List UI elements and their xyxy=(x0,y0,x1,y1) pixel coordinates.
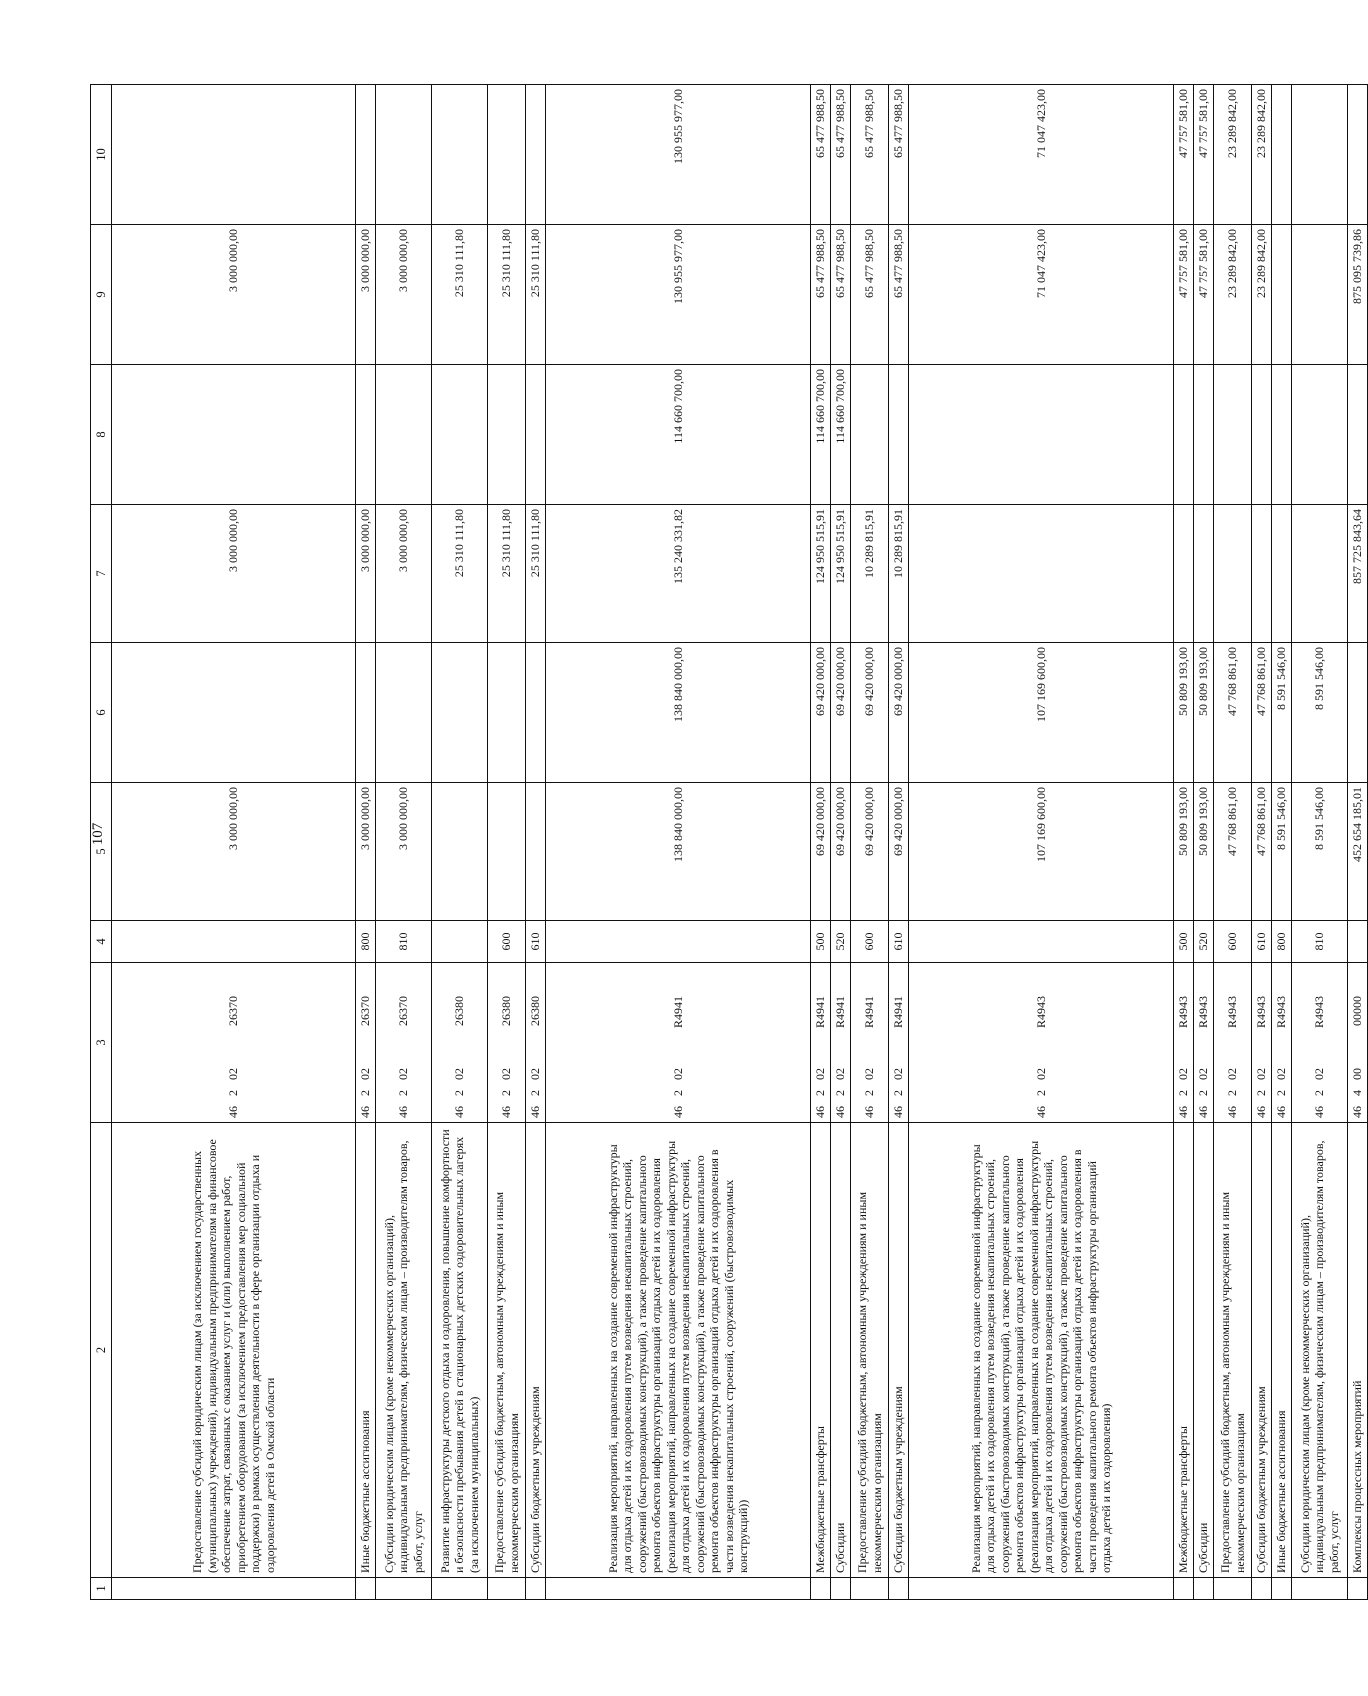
amount-c6: 69 420 000,00 xyxy=(831,643,851,783)
amount-c6: 69 420 000,00 xyxy=(889,643,909,783)
amount-c10: 47 757 581,00 xyxy=(1194,85,1214,225)
amount-c8: 114 660 700,00 xyxy=(831,365,851,505)
amount-c9: 3 000 000,00 xyxy=(356,225,376,365)
header-cell-3: 3 xyxy=(91,963,112,1123)
amount-c5: 8 591 546,00 xyxy=(1292,783,1348,921)
amount-c7 xyxy=(1174,505,1194,643)
cell-col-1 xyxy=(1272,1578,1292,1600)
code-part-4: R4943 xyxy=(1196,996,1211,1029)
code-part-4: R4943 xyxy=(1274,996,1289,1029)
amount-c5 xyxy=(432,783,488,921)
cell-col-1 xyxy=(811,1578,831,1600)
amount-c9: 47 757 581,00 xyxy=(1194,225,1214,365)
row-description: Субсидии бюджетным учреждениям xyxy=(1252,1123,1272,1578)
code-part-4: R4943 xyxy=(1312,996,1327,1029)
expense-type-code xyxy=(546,921,811,963)
amount-c10: 65 477 988,50 xyxy=(889,85,909,225)
cell-col-1 xyxy=(376,1578,432,1600)
code-part-4: R4941 xyxy=(891,996,906,1029)
amount-c9: 23 289 842,00 xyxy=(1252,225,1272,365)
cell-col-1 xyxy=(1174,1578,1194,1600)
row-description: Комплексы процессных мероприятий xyxy=(1348,1123,1368,1578)
table-row xyxy=(1214,85,1252,1600)
cell-col-1 xyxy=(488,1578,526,1600)
code-part-1: 46 xyxy=(1033,1106,1048,1118)
code-part-2: 2 xyxy=(358,1090,373,1096)
expense-type-code: 600 xyxy=(851,921,889,963)
amount-c10: 47 757 581,00 xyxy=(1174,85,1194,225)
amount-c6 xyxy=(488,643,526,783)
amount-c9: 47 757 581,00 xyxy=(1174,225,1194,365)
amount-c6 xyxy=(376,643,432,783)
budget-code xyxy=(909,963,1174,1123)
amount-c6: 107 169 600,00 xyxy=(909,643,1174,783)
budget-table xyxy=(90,84,1368,1600)
amount-c9: 23 289 842,00 xyxy=(1214,225,1252,365)
row-description: Развитие инфраструктуры детского отдыха и оздоровления, повышение комфортности и безопасности пребывания детей в стационарных детских оздоровительных лагерях (за исключением муниципальных) xyxy=(432,1123,488,1578)
table-row xyxy=(1174,85,1194,1600)
table-row xyxy=(432,85,488,1600)
code-part-2: 2 xyxy=(1225,1090,1240,1096)
amount-c7 xyxy=(1214,505,1252,643)
amount-c5: 3 000 000,00 xyxy=(376,783,432,921)
header-cell-1: 1 xyxy=(91,1578,112,1600)
amount-c7: 3 000 000,00 xyxy=(356,505,376,643)
expense-type-code xyxy=(909,921,1174,963)
table-row xyxy=(831,85,851,1600)
code-part-4: 26380 xyxy=(499,996,514,1026)
amount-c10 xyxy=(1348,85,1368,225)
row-description: Предоставление субсидий бюджетным, автономным учреждениям и иным некоммерческим организациям xyxy=(488,1123,526,1578)
amount-c8 xyxy=(1214,365,1252,505)
amount-c9: 65 477 988,50 xyxy=(831,225,851,365)
code-part-3: 02 xyxy=(396,1068,411,1080)
budget-table-rotated xyxy=(90,85,1365,1600)
expense-type-code: 500 xyxy=(811,921,831,963)
amount-c5: 50 809 193,00 xyxy=(1194,783,1214,921)
row-description: Реализация мероприятий, направленных на создание современной инфраструктуры для отдыха детей и их оздоровления путем возведения некапитальных строений, сооружений (быстровозводимых конструкций), а также проведение капитального ремонта объектов инфраструктуры организаций отдыха детей и их оздоровления (реализация мероприятий, направленных на создание современной инфраструктуры для отдыха детей и их оздоровления путем возведения некапитальных строений, сооружений (быстровозводимых конструкций), а также проведение капитального ремонта объектов инфраструктуры организаций отдыха детей и их оздоровления в части возведения некапитальных строений, сооружений (быстровозводимых конструкций)) xyxy=(546,1123,811,1578)
table-row xyxy=(1348,85,1368,1600)
expense-type-code: 810 xyxy=(376,921,432,963)
code-part-3: 00 xyxy=(1350,1068,1365,1080)
code-part-2: 2 xyxy=(1254,1090,1269,1096)
budget-code xyxy=(1194,963,1214,1123)
budget-code xyxy=(889,963,909,1123)
expense-type-code: 610 xyxy=(1252,921,1272,963)
amount-c5: 50 809 193,00 xyxy=(1174,783,1194,921)
code-part-4: 26380 xyxy=(528,996,543,1026)
amount-c9: 130 955 977,00 xyxy=(546,225,811,365)
row-description: Реализация мероприятий, направленных на создание современной инфраструктуры для отдыха детей и их оздоровления путем возведения некапитальных строений, сооружений (быстровозводимых конструкций), а также проведение капитального ремонта объектов инфраструктуры организаций отдыха детей и их оздоровления (реализация мероприятий, направленных на создание современной инфраструктуры для отдыха детей и их оздоровления путем возведения некапитальных строений, сооружений (быстровозводимых конструкций), а также проведение капитального ремонта объектов инфраструктуры организаций отдыха детей и их оздоровления в части проведения капитального ремонта объектов инфраструктуры организаций отдыха детей и их оздоровления) xyxy=(909,1123,1174,1578)
amount-c10 xyxy=(1272,85,1292,225)
code-part-4: 26370 xyxy=(396,996,411,1026)
cell-col-1 xyxy=(546,1578,811,1600)
table-row xyxy=(1292,85,1348,1600)
budget-code xyxy=(432,963,488,1123)
cell-col-1 xyxy=(1252,1578,1272,1600)
header-cell-6: 6 xyxy=(91,643,112,783)
amount-c8 xyxy=(1252,365,1272,505)
header-cell-7: 7 xyxy=(91,505,112,643)
header-cell-10: 10 xyxy=(91,85,112,225)
code-part-3: 02 xyxy=(670,1068,685,1080)
amount-c10: 65 477 988,50 xyxy=(831,85,851,225)
amount-c6: 138 840 000,00 xyxy=(546,643,811,783)
table-row xyxy=(851,85,889,1600)
amount-c8 xyxy=(112,365,356,505)
expense-type-code: 810 xyxy=(1292,921,1348,963)
expense-type-code: 600 xyxy=(1214,921,1252,963)
cell-col-1 xyxy=(1194,1578,1214,1600)
code-part-1: 46 xyxy=(1196,1106,1211,1118)
amount-c8 xyxy=(1194,365,1214,505)
amount-c7: 25 310 111,80 xyxy=(432,505,488,643)
code-part-3: 02 xyxy=(833,1068,848,1080)
cell-col-1 xyxy=(851,1578,889,1600)
cell-col-1 xyxy=(432,1578,488,1600)
amount-c8 xyxy=(526,365,546,505)
amount-c8 xyxy=(376,365,432,505)
code-part-2: 2 xyxy=(528,1090,543,1096)
code-part-4: 00000 xyxy=(1350,996,1365,1026)
code-part-2: 2 xyxy=(1033,1090,1048,1096)
amount-c6: 8 591 546,00 xyxy=(1272,643,1292,783)
amount-c7: 10 289 815,91 xyxy=(851,505,889,643)
code-part-1: 46 xyxy=(226,1106,241,1118)
code-part-4: R4943 xyxy=(1254,996,1269,1029)
table-row xyxy=(1272,85,1292,1600)
expense-type-code xyxy=(112,921,356,963)
amount-c10: 23 289 842,00 xyxy=(1214,85,1252,225)
amount-c8: 114 660 700,00 xyxy=(811,365,831,505)
code-part-1: 46 xyxy=(1176,1106,1191,1118)
code-part-3: 02 xyxy=(862,1068,877,1080)
amount-c7 xyxy=(1252,505,1272,643)
amount-c10 xyxy=(376,85,432,225)
amount-c6: 47 768 861,00 xyxy=(1214,643,1252,783)
amount-c5 xyxy=(488,783,526,921)
code-part-1: 46 xyxy=(891,1106,906,1118)
budget-code xyxy=(1272,963,1292,1123)
table-row xyxy=(811,85,831,1600)
table-row xyxy=(526,85,546,1600)
amount-c7 xyxy=(1194,505,1214,643)
budget-code xyxy=(1214,963,1252,1123)
amount-c9: 875 095 739,86 xyxy=(1348,225,1368,365)
code-part-4: R4941 xyxy=(813,996,828,1029)
code-part-1: 46 xyxy=(1350,1106,1365,1118)
table-row xyxy=(909,85,1174,1600)
code-part-2: 2 xyxy=(499,1090,514,1096)
budget-code xyxy=(1348,963,1368,1123)
code-part-1: 46 xyxy=(1225,1106,1240,1118)
code-part-1: 46 xyxy=(358,1106,373,1118)
code-part-2: 2 xyxy=(396,1090,411,1096)
header-cell-2: 2 xyxy=(91,1123,112,1578)
expense-type-code: 610 xyxy=(526,921,546,963)
code-part-3: 02 xyxy=(499,1068,514,1080)
budget-code xyxy=(546,963,811,1123)
expense-type-code: 610 xyxy=(889,921,909,963)
budget-code xyxy=(1292,963,1348,1123)
row-description: Предоставление субсидий бюджетным, автономным учреждениям и иным некоммерческим организациям xyxy=(1214,1123,1252,1578)
code-part-2: 2 xyxy=(813,1090,828,1096)
amount-c8 xyxy=(1348,365,1368,505)
code-part-4: R4943 xyxy=(1225,996,1240,1029)
code-part-1: 46 xyxy=(1274,1106,1289,1118)
amount-c9: 65 477 988,50 xyxy=(889,225,909,365)
code-part-2: 2 xyxy=(226,1090,241,1096)
code-part-3: 02 xyxy=(1033,1068,1048,1080)
amount-c10: 65 477 988,50 xyxy=(851,85,889,225)
amount-c10: 65 477 988,50 xyxy=(811,85,831,225)
code-part-4: 26370 xyxy=(358,996,373,1026)
amount-c6: 8 591 546,00 xyxy=(1292,643,1348,783)
row-description: Субсидии юридическим лицам (кроме некоммерческих организаций), индивидуальным предпринимателям, физическим лицам – производителям товаров, работ, услуг xyxy=(1292,1123,1348,1578)
table-row xyxy=(546,85,811,1600)
code-part-3: 02 xyxy=(1225,1068,1240,1080)
row-description: Субсидии бюджетным учреждениям xyxy=(889,1123,909,1578)
row-description: Субсидии бюджетным учреждениям xyxy=(526,1123,546,1578)
budget-code xyxy=(811,963,831,1123)
amount-c6: 69 420 000,00 xyxy=(851,643,889,783)
amount-c5: 69 420 000,00 xyxy=(811,783,831,921)
code-part-2: 2 xyxy=(1312,1090,1327,1096)
amount-c8 xyxy=(1174,365,1194,505)
row-description: Субсидии юридическим лицам (кроме некоммерческих организаций), индивидуальным предпринимателям, физическим лицам – производителям товаров, работ, услуг xyxy=(376,1123,432,1578)
code-part-3: 02 xyxy=(1176,1068,1191,1080)
row-description: Межбюджетные трансферты xyxy=(1174,1123,1194,1578)
header-cell-9: 9 xyxy=(91,225,112,365)
row-description: Иные бюджетные ассигнования xyxy=(1272,1123,1292,1578)
amount-c10 xyxy=(526,85,546,225)
budget-code xyxy=(356,963,376,1123)
code-part-4: R4941 xyxy=(833,996,848,1029)
amount-c9: 3 000 000,00 xyxy=(376,225,432,365)
expense-type-code: 800 xyxy=(356,921,376,963)
cell-col-1 xyxy=(356,1578,376,1600)
cell-col-1 xyxy=(889,1578,909,1600)
amount-c10 xyxy=(432,85,488,225)
code-part-1: 46 xyxy=(862,1106,877,1118)
table-row xyxy=(1252,85,1272,1600)
amount-c7: 135 240 331,82 xyxy=(546,505,811,643)
row-description: Предоставление субсидий юридическим лицам (за исключением государственных (муниципальных) учреждений), индивидуальным предпринимателям на финансовое обеспечение затрат, связанных с оказанием услуг и (или) выполнением работ, приобретением оборудования (за исключением предоставления мер социальной поддержки) в рамках осуществления деятельности в сфере организации отдыха и оздоровления детей в Омской области xyxy=(112,1123,356,1578)
code-part-3: 02 xyxy=(358,1068,373,1080)
amount-c9: 3 000 000,00 xyxy=(112,225,356,365)
code-part-4: R4943 xyxy=(1033,996,1048,1029)
code-part-2: 2 xyxy=(452,1090,467,1096)
header-cell-8: 8 xyxy=(91,365,112,505)
amount-c7: 124 950 515,91 xyxy=(831,505,851,643)
amount-c10 xyxy=(1292,85,1348,225)
header-cell-5: 5 xyxy=(91,783,112,921)
table-row xyxy=(376,85,432,1600)
amount-c7: 10 289 815,91 xyxy=(889,505,909,643)
amount-c9: 65 477 988,50 xyxy=(811,225,831,365)
amount-c6 xyxy=(526,643,546,783)
code-part-3: 02 xyxy=(1254,1068,1269,1080)
code-part-2: 2 xyxy=(670,1090,685,1096)
amount-c7: 124 950 515,91 xyxy=(811,505,831,643)
code-part-3: 02 xyxy=(1312,1068,1327,1080)
amount-c6 xyxy=(432,643,488,783)
amount-c7: 3 000 000,00 xyxy=(376,505,432,643)
amount-c6: 50 809 193,00 xyxy=(1194,643,1214,783)
amount-c5: 138 840 000,00 xyxy=(546,783,811,921)
budget-code xyxy=(831,963,851,1123)
amount-c7 xyxy=(909,505,1174,643)
amount-c5: 47 768 861,00 xyxy=(1252,783,1272,921)
amount-c8 xyxy=(909,365,1174,505)
header-cell-4: 4 xyxy=(91,921,112,963)
amount-c6 xyxy=(1348,643,1368,783)
table-row xyxy=(356,85,376,1600)
expense-type-code: 520 xyxy=(831,921,851,963)
amount-c5: 69 420 000,00 xyxy=(889,783,909,921)
code-part-1: 46 xyxy=(1254,1106,1269,1118)
row-description: Иные бюджетные ассигнования xyxy=(356,1123,376,1578)
code-part-1: 46 xyxy=(1312,1106,1327,1118)
expense-type-code xyxy=(432,921,488,963)
code-part-4: R4943 xyxy=(1176,996,1191,1029)
amount-c10: 23 289 842,00 xyxy=(1252,85,1272,225)
code-part-4: 26370 xyxy=(226,996,241,1026)
amount-c10 xyxy=(112,85,356,225)
code-part-3: 02 xyxy=(528,1068,543,1080)
amount-c8 xyxy=(1292,365,1348,505)
header-row xyxy=(91,85,112,1600)
table-row xyxy=(488,85,526,1600)
table-row xyxy=(1194,85,1214,1600)
budget-code xyxy=(526,963,546,1123)
cell-col-1 xyxy=(1214,1578,1252,1600)
amount-c5: 452 654 185,01 xyxy=(1348,783,1368,921)
cell-col-1 xyxy=(526,1578,546,1600)
code-part-4: R4941 xyxy=(670,996,685,1029)
code-part-1: 46 xyxy=(670,1106,685,1118)
code-part-2: 2 xyxy=(1176,1090,1191,1096)
code-part-2: 2 xyxy=(1196,1090,1211,1096)
amount-c9 xyxy=(1292,225,1348,365)
amount-c5: 69 420 000,00 xyxy=(851,783,889,921)
code-part-1: 46 xyxy=(833,1106,848,1118)
amount-c5: 8 591 546,00 xyxy=(1272,783,1292,921)
amount-c7: 3 000 000,00 xyxy=(112,505,356,643)
expense-type-code: 600 xyxy=(488,921,526,963)
amount-c9: 25 310 111,80 xyxy=(488,225,526,365)
amount-c8 xyxy=(1272,365,1292,505)
expense-type-code: 520 xyxy=(1194,921,1214,963)
code-part-3: 02 xyxy=(813,1068,828,1080)
cell-col-1 xyxy=(1348,1578,1368,1600)
row-description: Субсидии xyxy=(1194,1123,1214,1578)
amount-c8 xyxy=(851,365,889,505)
amount-c10: 71 047 423,00 xyxy=(909,85,1174,225)
amount-c6 xyxy=(112,643,356,783)
code-part-2: 2 xyxy=(1274,1090,1289,1096)
budget-code xyxy=(376,963,432,1123)
row-description: Субсидии xyxy=(831,1123,851,1578)
code-part-1: 46 xyxy=(813,1106,828,1118)
amount-c6: 69 420 000,00 xyxy=(811,643,831,783)
code-part-1: 46 xyxy=(528,1106,543,1118)
amount-c8: 114 660 700,00 xyxy=(546,365,811,505)
amount-c8 xyxy=(488,365,526,505)
budget-code xyxy=(851,963,889,1123)
amount-c9: 25 310 111,80 xyxy=(526,225,546,365)
amount-c9 xyxy=(1272,225,1292,365)
amount-c7 xyxy=(1292,505,1348,643)
budget-code xyxy=(1174,963,1194,1123)
row-description: Предоставление субсидий бюджетным, автономным учреждениям и иным некоммерческим организациям xyxy=(851,1123,889,1578)
code-part-2: 2 xyxy=(833,1090,848,1096)
row-description: Межбюджетные трансферты xyxy=(811,1123,831,1578)
code-part-3: 02 xyxy=(1274,1068,1289,1080)
table-row xyxy=(112,85,356,1600)
amount-c6: 50 809 193,00 xyxy=(1174,643,1194,783)
budget-code xyxy=(488,963,526,1123)
budget-code xyxy=(1252,963,1272,1123)
code-part-2: 2 xyxy=(891,1090,906,1096)
code-part-3: 02 xyxy=(891,1068,906,1080)
code-part-4: 26380 xyxy=(452,996,467,1026)
cell-col-1 xyxy=(831,1578,851,1600)
amount-c5 xyxy=(526,783,546,921)
amount-c8 xyxy=(356,365,376,505)
cell-col-1 xyxy=(909,1578,1174,1600)
code-part-3: 02 xyxy=(1196,1068,1211,1080)
amount-c7 xyxy=(1272,505,1292,643)
code-part-3: 02 xyxy=(452,1068,467,1080)
code-part-2: 4 xyxy=(1350,1090,1365,1096)
code-part-1: 46 xyxy=(396,1106,411,1118)
budget-code xyxy=(112,963,356,1123)
code-part-2: 2 xyxy=(862,1090,877,1096)
page-number: 107 xyxy=(90,822,106,846)
amount-c5: 3 000 000,00 xyxy=(356,783,376,921)
amount-c6: 47 768 861,00 xyxy=(1252,643,1272,783)
cell-col-1 xyxy=(112,1578,356,1600)
amount-c5: 47 768 861,00 xyxy=(1214,783,1252,921)
amount-c8 xyxy=(889,365,909,505)
cell-col-1 xyxy=(1292,1578,1348,1600)
table-row xyxy=(889,85,909,1600)
expense-type-code: 800 xyxy=(1272,921,1292,963)
amount-c10: 130 955 977,00 xyxy=(546,85,811,225)
amount-c5: 69 420 000,00 xyxy=(831,783,851,921)
amount-c8 xyxy=(432,365,488,505)
expense-type-code: 500 xyxy=(1174,921,1194,963)
amount-c7: 857 725 843,64 xyxy=(1348,505,1368,643)
amount-c7: 25 310 111,80 xyxy=(488,505,526,643)
amount-c6 xyxy=(356,643,376,783)
amount-c7: 25 310 111,80 xyxy=(526,505,546,643)
expense-type-code xyxy=(1348,921,1368,963)
code-part-1: 46 xyxy=(452,1106,467,1118)
code-part-3: 02 xyxy=(226,1068,241,1080)
amount-c9: 65 477 988,50 xyxy=(851,225,889,365)
amount-c10 xyxy=(356,85,376,225)
amount-c9: 71 047 423,00 xyxy=(909,225,1174,365)
amount-c5: 3 000 000,00 xyxy=(112,783,356,921)
amount-c5: 107 169 600,00 xyxy=(909,783,1174,921)
code-part-4: R4941 xyxy=(862,996,877,1029)
code-part-1: 46 xyxy=(499,1106,514,1118)
amount-c10 xyxy=(488,85,526,225)
amount-c9: 25 310 111,80 xyxy=(432,225,488,365)
